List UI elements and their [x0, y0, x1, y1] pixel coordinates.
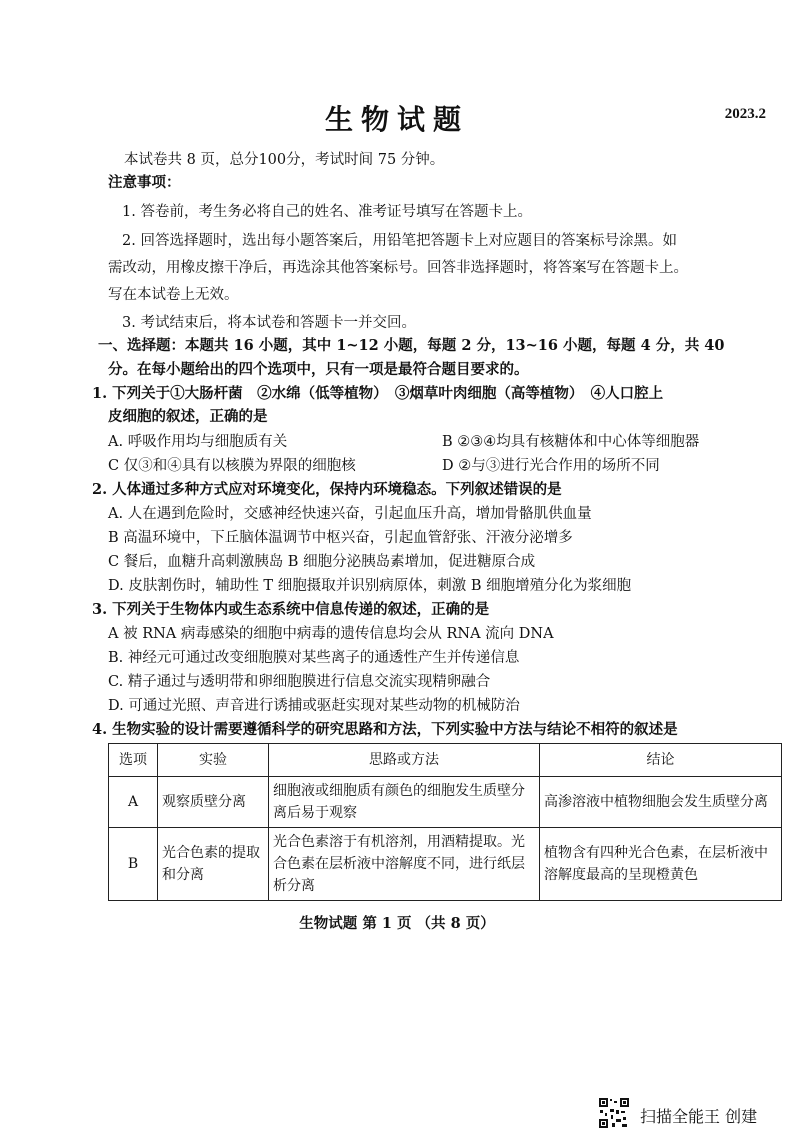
section-heading-cont: 分。在每小题给出的四个选项中，只有一项是最符合题目要求的。	[108, 361, 529, 378]
header-method: 思路或方法	[269, 744, 540, 777]
table-header-row	[109, 744, 782, 777]
q1-stem: 1. 下列关于①大肠杆菌 ②水绵（低等植物） ③烟草叶肉细胞（高等植物） ④人口腔上	[92, 385, 664, 402]
row-experiment: 观察质壁分离	[158, 777, 269, 828]
q2-stem: 2. 人体通过多种方式应对环境变化，保持内环境稳态。下列叙述错误的是	[92, 481, 562, 498]
q1-option-c: C 仅③和④具有以核膜为界限的细胞核	[108, 458, 356, 474]
row-experiment: 光合色素的提取和分离	[158, 828, 269, 901]
q3-option-c: C. 精子通过与透明带和卵细胞膜进行信息交流实现精卵融合	[108, 674, 491, 690]
q2-option-c: C 餐后，血糖升高刺激胰岛 B 细胞分泌胰岛素增加，促进糖原合成	[108, 554, 536, 570]
exam-date: 2023.2	[724, 106, 766, 122]
note-3: 3. 考试结束后，将本试卷和答题卡一并交回。	[122, 315, 416, 331]
note-2-cont2: 写在本试卷上无效。	[108, 287, 239, 303]
row-option: A	[109, 777, 158, 828]
row-method: 光合色素溶于有机溶剂，用酒精提取。光合色素在层析液中溶解度不同，进行纸层析分离	[269, 828, 540, 901]
q3-stem: 3. 下列关于生物体内或生态系统中信息传递的叙述，正确的是	[92, 601, 490, 618]
q2-option-d: D. 皮肤割伤时，辅助性 T 细胞摄取并识别病原体，刺激 B 细胞增殖分化为浆细胞	[108, 578, 632, 594]
page-title: 生物试题	[324, 103, 469, 136]
q1-option-a: A. 呼吸作用均与细胞质有关	[108, 434, 288, 450]
row-conclusion: 高渗溶液中植物细胞会发生质壁分离	[540, 777, 782, 828]
notes-heading: 注意事项：	[108, 174, 181, 191]
q3-option-b: B. 神经元可通过改变细胞膜对某些离子的通透性产生并传递信息	[108, 650, 520, 666]
q1-stem-cont: 皮细胞的叙述，正确的是	[108, 408, 268, 425]
header-conclusion: 结论	[540, 744, 782, 777]
note-2: 2. 回答选择题时，选出每小题答案后，用铅笔把答题卡上对应题目的答案标号涂黑。如	[122, 233, 677, 249]
table-row	[109, 777, 782, 828]
q1-option-d: D ②与③进行光合作用的场所不同	[442, 458, 660, 474]
q4-stem: 4. 生物实验的设计需要遵循科学的研究思路和方法，下列实验中方法与结论不相符的叙述是	[92, 721, 678, 738]
row-conclusion: 植物含有四种光合色素，在层析液中溶解度最高的呈现橙黄色	[540, 828, 782, 901]
experiment-table	[108, 743, 782, 901]
q3-option-d: D. 可通过光照、声音进行诱捕或驱赶实现对某些动物的机械防治	[108, 698, 520, 714]
row-option: B	[109, 828, 158, 901]
page-footer: 生物试题 第 1 页 （共 8 页）	[299, 915, 495, 932]
q1-option-b: B ②③④均具有核糖体和中心体等细胞器	[442, 434, 700, 450]
section-heading: 一、选择题：本题共 16 小题，其中 1~12 小题，每题 2 分，13~16 小题，每题 4 分，共 40	[98, 337, 725, 354]
exam-summary: 本试卷共 8 页，总分100分，考试时间 75 分钟。	[124, 152, 445, 168]
header-option: 选项	[109, 744, 158, 777]
header-experiment: 实验	[158, 744, 269, 777]
table-row	[109, 828, 782, 901]
q2-option-b: B 高温环境中，下丘脑体温调节中枢兴奋，引起血管舒张、汗液分泌增多	[108, 530, 573, 546]
scanner-watermark: 扫描全能王 创建	[640, 1107, 758, 1126]
row-method: 细胞液或细胞质有颜色的细胞发生质壁分离后易于观察	[269, 777, 540, 828]
q3-option-a: A 被 RNA 病毒感染的细胞中病毒的遗传信息均会从 RNA 流向 DNA	[108, 626, 554, 642]
q2-option-a: A. 人在遇到危险时，交感神经快速兴奋，引起血压升高，增加骨骼肌供血量	[108, 506, 592, 522]
note-2-cont: 需改动，用橡皮擦干净后，再选涂其他答案标号。回答非选择题时，将答案写在答题卡上。	[108, 260, 688, 276]
qr-code-icon	[598, 1097, 630, 1129]
note-1: 1. 答卷前，考生务必将自己的姓名、准考证号填写在答题卡上。	[122, 204, 532, 220]
